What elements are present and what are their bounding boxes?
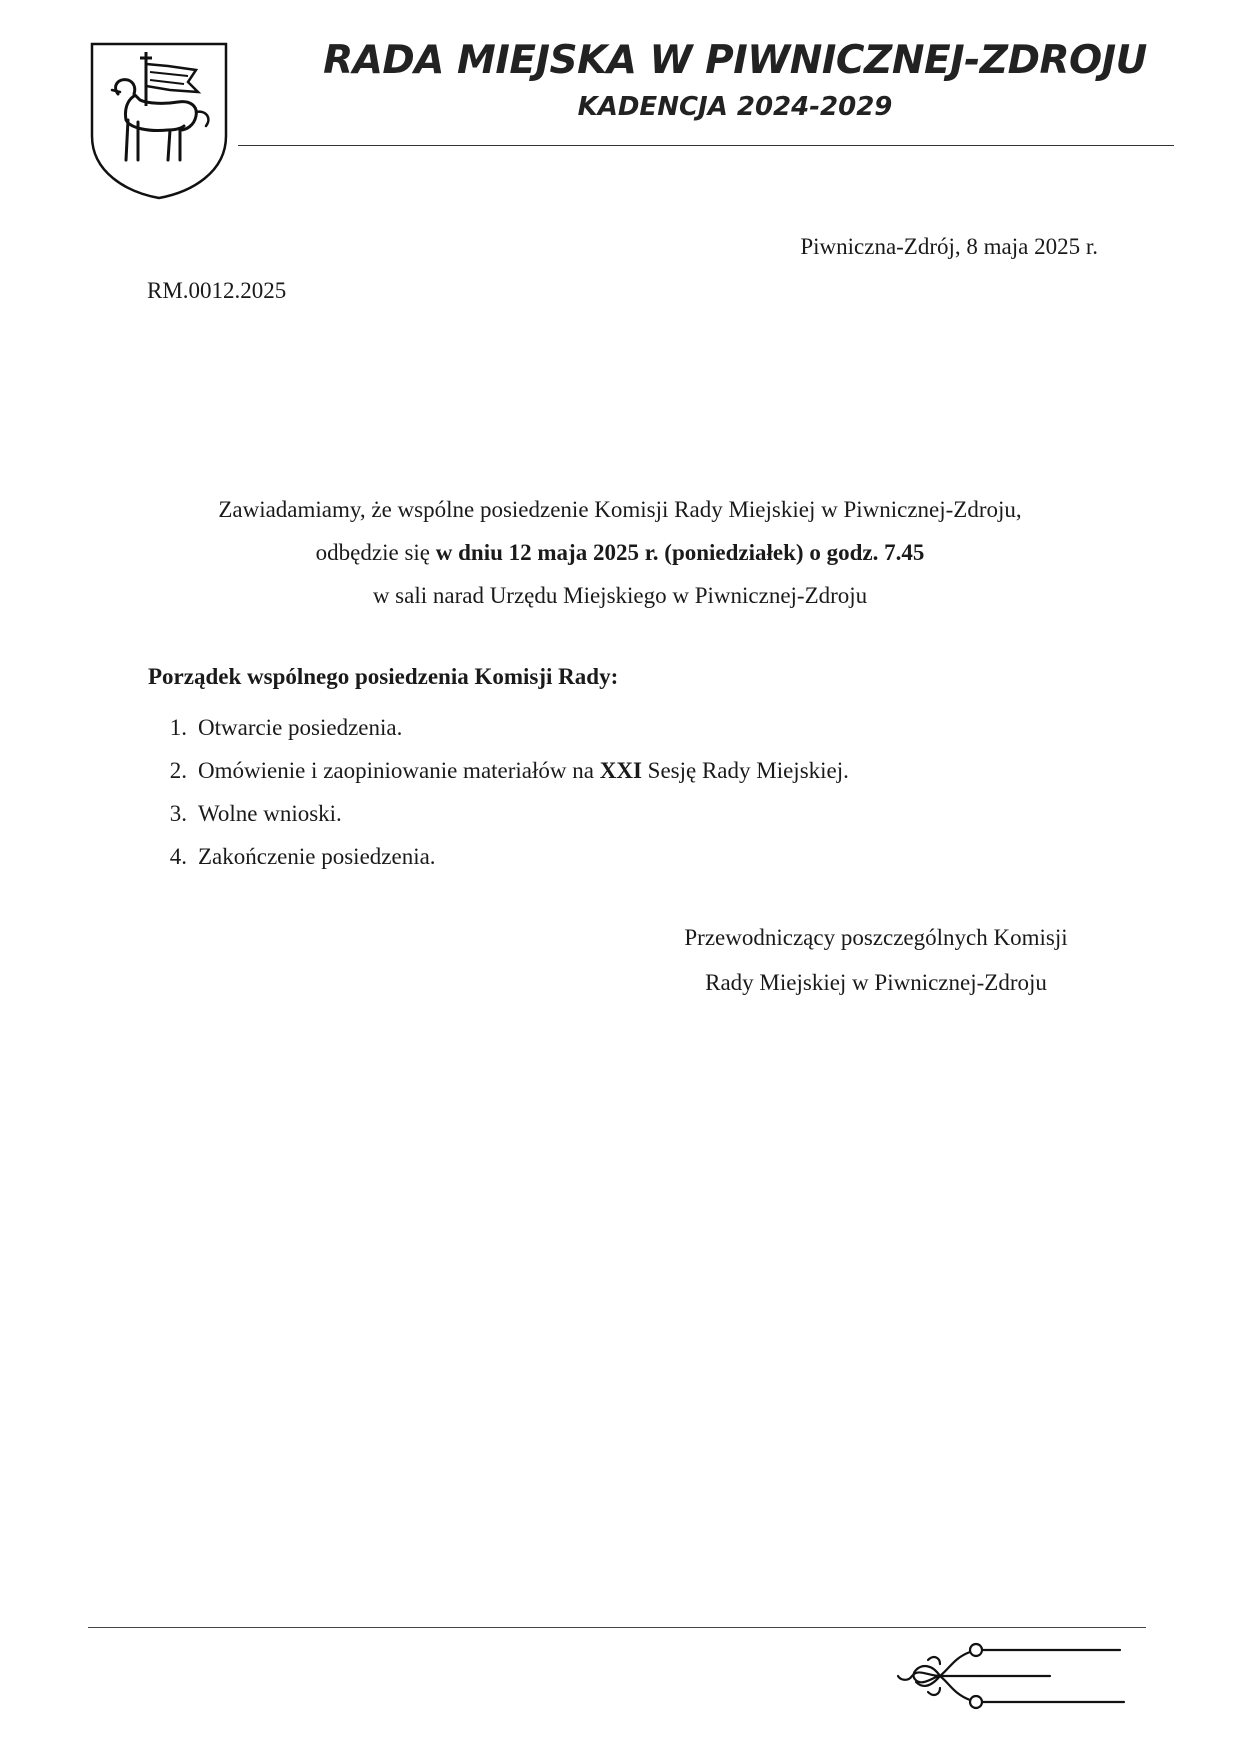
agenda-item-number: 2. bbox=[169, 758, 187, 783]
coat-of-arms-lamb-icon bbox=[88, 40, 230, 202]
place-date: Piwniczna-Zdrój, 8 maja 2025 r. bbox=[800, 234, 1098, 259]
meeting-date-time: w dniu 12 maja 2025 r. (poniedziałek) o godz. 7.45 bbox=[435, 540, 925, 565]
signature-block bbox=[636, 915, 1116, 1005]
agenda-item-number: 1. bbox=[169, 715, 187, 740]
notice-line-2-prefix: odbędzie się bbox=[315, 540, 436, 565]
agenda-item bbox=[148, 835, 849, 878]
footer-divider bbox=[88, 1627, 1146, 1628]
agenda-item-number: 4. bbox=[169, 844, 187, 869]
agenda-item bbox=[148, 749, 849, 792]
decorative-knot-ornament-icon bbox=[892, 1638, 1130, 1718]
signature-line-2: Rady Miejskiej w Piwnicznej-Zdroju bbox=[705, 970, 1047, 995]
council-title: RADA MIEJSKA W PIWNICZNEJ-ZDROJU bbox=[323, 38, 1147, 83]
agenda-item-number: 3. bbox=[169, 801, 187, 826]
meeting-notice bbox=[90, 488, 1150, 617]
agenda-item-text: Zakończenie posiedzenia. bbox=[198, 844, 436, 869]
agenda-item-text: Otwarcie posiedzenia. bbox=[198, 715, 403, 740]
agenda-item bbox=[148, 792, 849, 835]
notice-line-2 bbox=[90, 531, 1150, 574]
notice-line-1: Zawiadamiamy, że wspólne posiedzenie Komisji Rady Miejskiej w Piwnicznej-Zdroju, bbox=[218, 497, 1022, 522]
term-subtitle: KADENCJA 2024-2029 bbox=[577, 92, 893, 122]
agenda-list bbox=[148, 706, 849, 878]
header-divider bbox=[238, 145, 1174, 146]
agenda-item-text: Wolne wnioski. bbox=[198, 801, 342, 826]
notice-line-3: w sali narad Urzędu Miejskiego w Piwnicznej-Zdroju bbox=[372, 583, 868, 608]
agenda-item-text-after: Sesję Rady Miejskiej. bbox=[641, 758, 849, 783]
agenda-item bbox=[148, 706, 849, 749]
session-number: XXI bbox=[599, 758, 642, 783]
agenda-title: Porządek wspólnego posiedzenia Komisji Rady: bbox=[148, 664, 619, 689]
signature-line-1: Przewodniczący poszczególnych Komisji bbox=[684, 925, 1068, 950]
agenda-item-text-before: Omówienie i zaopiniowanie materiałów na bbox=[198, 758, 600, 783]
reference-number: RM.0012.2025 bbox=[147, 278, 287, 303]
